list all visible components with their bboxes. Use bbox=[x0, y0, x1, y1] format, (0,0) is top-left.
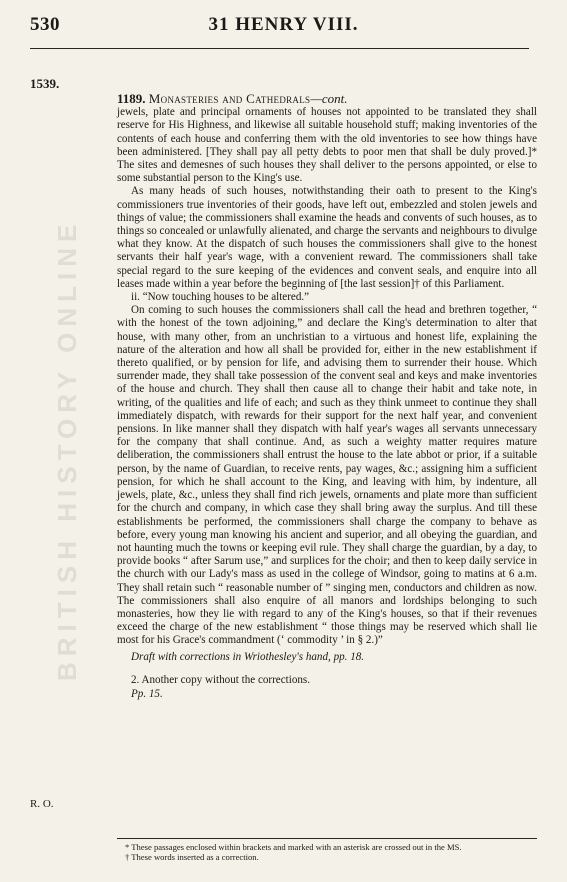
running-title: 31 HENRY VIII. bbox=[208, 14, 359, 35]
footnote: * These passages enclosed within brackets and marked with an asterisk are crossed out in the MS. bbox=[125, 842, 462, 852]
entry-cont: —cont. bbox=[310, 91, 348, 106]
main-text bbox=[117, 92, 537, 701]
item-two bbox=[117, 674, 537, 701]
margin-reference: R. O. bbox=[30, 798, 54, 810]
paragraph: ii. “Now touching houses to be altered.” bbox=[131, 291, 310, 304]
item-two-text: 2. Another copy without the corrections. bbox=[131, 673, 311, 686]
draft-note: Draft with corrections in Wriothesley's hand, pp. 18. bbox=[131, 650, 365, 663]
paragraph: On coming to such houses the commissioners shall call the head and brethren together, “ with the honest of the town adjoining,” and declare the King's determination to alter that house, with many other, from an unchristian to a virtuous and honest life, explaining the nature of the alteration and how all shall be provided for, either in the new establishment if thereto qualified, or by pension for life, and advising them to surrender their house. Which surrender made, they shall take possession of the convent seal and keys and make inventories of the house and church. They shall then cause all to change their habit and take note, in writing, of the qualities and life of each; and such as they think unmeet to continue they shall immediately dispatch, with rewards for their support for the next half year, and convenient pensions. In like manner shall they dispatch with half year's wages all servants unnecessary for the company that shall continue. And, as such a weighty matter requires mature deliberation, the commissioners shall entrust the house to the late abbot or prior, if a suitable person, by the name of Guardian, to receive rents, pay wages, &c.; assigning him a sufficient pension, for which he shall account to the King, and leaving with him, by indenture, all jewels, plate, &c., unless they shall find rich jewels, ornaments and plate more than sufficient for the church and company, in which case they shall bring away the surplus. And till these establishments be performed, the commissioners shall charge the company to behave as before, every young man knowing his ancient and superior, and all obeying the guardian, and not haunting much the towns or keeping evil rule. They shall charge the guardian, by a day, to provide books “ after Sarum use,” and surplices for the choir; and then to keep daily service in the church with our Lady's mass as used in the college of Windsor, going to matins at 6 a.m. They shall retain such “ reasonable number of ” singing men, conductors and children as now. The commissioners shall also enquire of all manors and lordships belonging to such monasteries, how they lie with regard to any of the King's houses, so that if their revenues exceed the charge of the new establishment “ those things may be reserved which shall lie most for his Grace's commandment (‘ commodity ’ in § 2.)” bbox=[117, 304, 537, 647]
header-rule bbox=[30, 48, 529, 49]
item-two-pages: Pp. 15. bbox=[131, 687, 163, 700]
entry-number: 1189. bbox=[117, 91, 146, 106]
footnotes bbox=[117, 842, 537, 863]
entry-title: Monasteries and Cathedrals bbox=[148, 91, 311, 106]
paragraph: As many heads of such houses, notwithstanding their oath to present to the King's commissioners true inventories of their goods, have left out, embezzled and stolen jewels and things of value; the commissioners shall examine the heads and convents of such houses, as to things so concealed or unlawfully alienated, and charge the servants and neighbours to divulge what they know. At the dispatch of such houses the commissioners shall give to the honest servants their half year's wage, with a convenient reward. The commissioners shall take special regard to the sure keeping of the evidences and convent seals, and enquire into all leases made within a year before the beginning of [the last session]† of this Parliament. bbox=[117, 185, 538, 290]
entry-heading bbox=[117, 92, 537, 105]
footnote: † These words inserted as a correction. bbox=[125, 852, 259, 863]
margin-year: 1539. bbox=[30, 76, 60, 91]
footnote-rule bbox=[117, 838, 537, 839]
watermark: BRITISH HISTORY ONLINE bbox=[52, 218, 82, 682]
page-number: 530 bbox=[30, 14, 60, 35]
paragraph: jewels, plate and principal ornaments of houses not appointed to be translated they shall reserve for His Highness, and likewise all suitable household stuff; making inventories of the contents of each house and conferring them with the old inventories to see how things have been administered. [They shall pay all petty debts to poor men that shall be duly proved.]* The sites and demesnes of such houses they shall deliver to the persons appointed, or else to some substantial person to the King's use. bbox=[117, 106, 537, 185]
